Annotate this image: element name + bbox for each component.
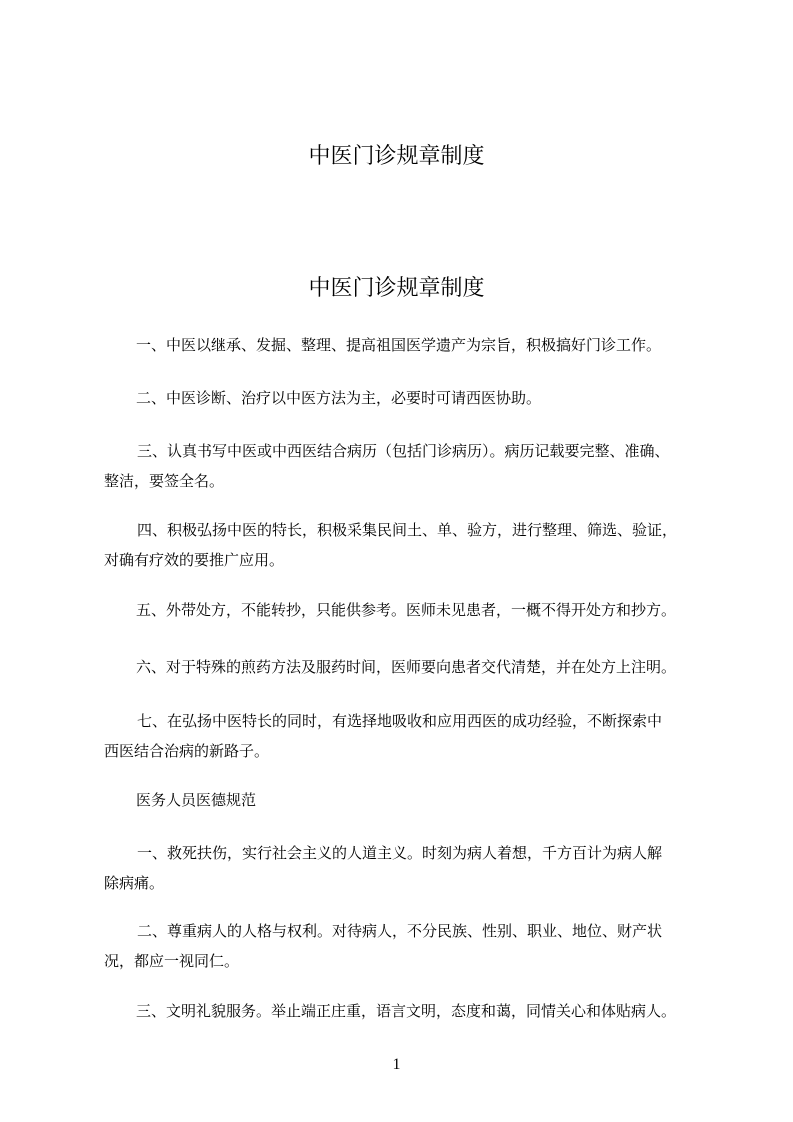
paragraph-6 [104,652,704,682]
paragraph-line: 除病痛。 [104,874,165,892]
paragraph-1 [104,330,704,360]
paragraph-line: 六、对于特殊的煎药方法及服药时间，医师要向患者交代清楚，并在处方上注明。 [136,658,677,676]
section-title: 中医门诊规章制度 [308,276,485,301]
page-number: 1 [392,1056,401,1073]
paragraph-9 [104,838,704,898]
paragraph-line: 七、在弘扬中医特长的同时，有选择地吸收和应用西医的成功经验，不断探索中 [137,712,663,730]
paragraph-line: 一、中医以继承、发掘、整理、提高祖国医学遗产为宗旨，积极搞好门诊工作。 [136,336,662,354]
paragraph-line: 整洁，要签全名。 [104,472,225,490]
paragraph-line: 况，都应一视同仁。 [104,952,240,970]
paragraph-line: 西医结合治病的新路子。 [104,742,270,760]
paragraph-3 [104,436,704,496]
paragraph-2 [104,383,704,413]
paragraph-line: 一、救死扶伤，实行社会主义的人道主义。时刻为病人着想，千方百计为病人解 [137,844,663,862]
paragraph-line: 医务人员医德规范 [136,791,257,809]
paragraph-4 [104,515,704,575]
document-title: 中医门诊规章制度 [308,144,485,169]
paragraph-10 [104,916,704,976]
paragraph-line: 三、文明礼貌服务。举止端正庄重，语言文明，态度和蔼，同情关心和体贴病人。 [136,1002,677,1020]
paragraph-line: 五、外带处方，不能转抄，只能供参考。医师未见患者，一概不得开处方和抄方。 [136,601,677,619]
paragraph-7 [104,706,704,766]
paragraph-5 [104,595,704,625]
paragraph-line: 三、认真书写中医或中西医结合病历（包括门诊病历）。病历记载要完整、准确、 [137,442,670,460]
paragraph-line: 四、积极弘扬中医的特长，积极采集民间土、单、验方，进行整理、筛选、验证， [137,521,678,539]
subheading-ethics [104,785,704,815]
paragraph-line: 对确有疗效的要推广应用。 [104,551,285,569]
paragraph-line: 二、中医诊断、治疗以中医方法为主，必要时可请西医协助。 [136,389,542,407]
paragraph-line: 二、尊重病人的人格与权利。对待病人，不分民族、性别、职业、地位、财产状 [137,922,663,940]
paragraph-11 [104,996,704,1026]
